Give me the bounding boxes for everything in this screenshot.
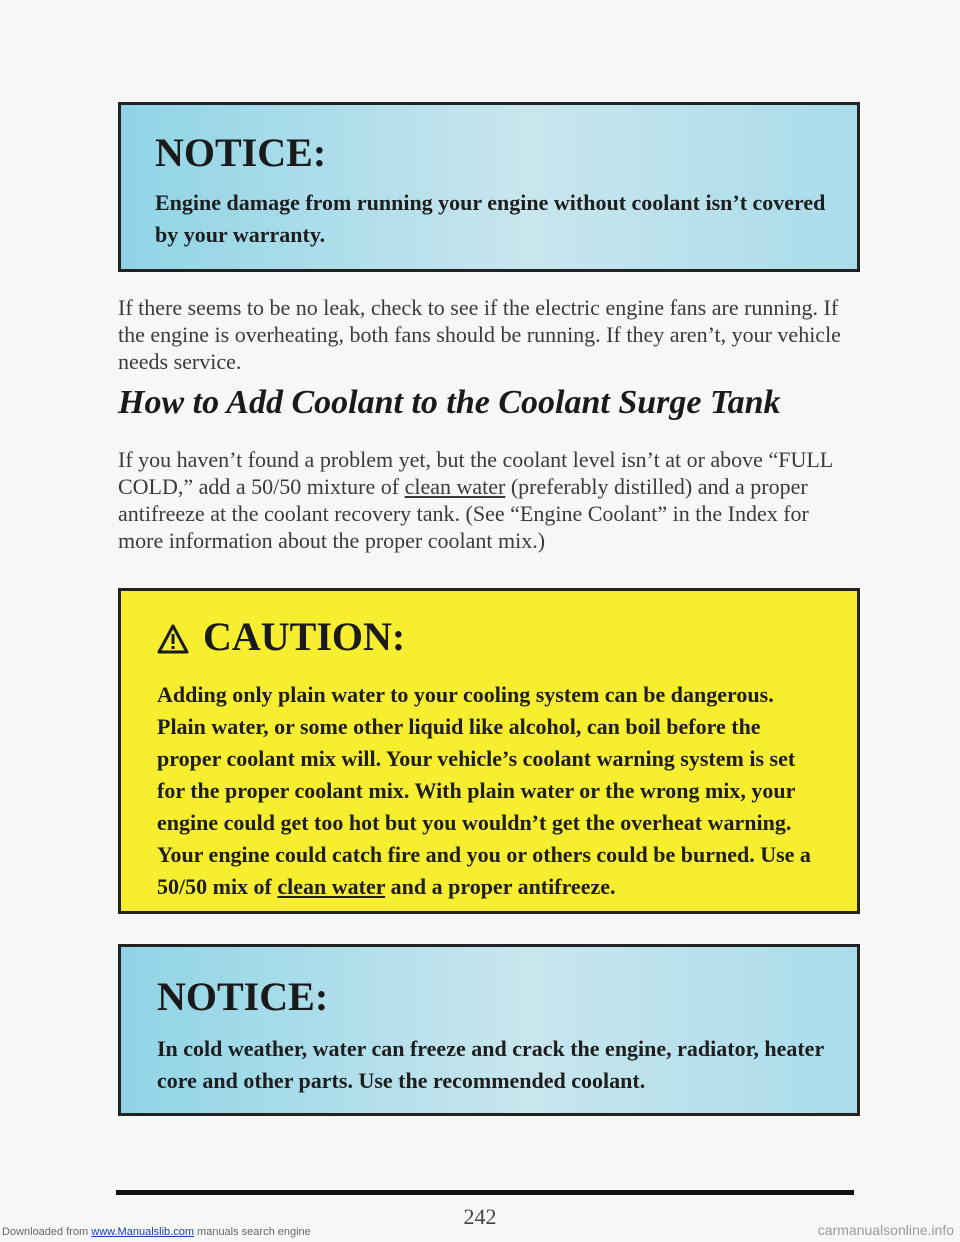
caution-box [118, 588, 860, 914]
watermark-suffix: manuals search engine [193, 1226, 311, 1238]
caution-text: and a proper antifreeze. [385, 874, 616, 899]
caution-body [157, 679, 813, 903]
add-coolant-paragraph [118, 446, 858, 554]
caution-title: CAUTION: [203, 614, 406, 659]
warning-triangle-icon [157, 621, 189, 661]
fans-paragraph: If there seems to be no leak, check to see if the electric engine fans are running. If the engine is overheating, both fans should be running. If they aren’t, your vehicle needs service. [118, 295, 841, 374]
caution-title-row [157, 614, 817, 661]
clean-water-term: clean water [277, 874, 386, 899]
footer-rule [116, 1190, 854, 1195]
section-heading: How to Add Coolant to the Coolant Surge Tank [118, 384, 781, 421]
manualslib-link[interactable]: www.Manualslib.com [91, 1226, 194, 1238]
notice-body: Engine damage from running your engine without coolant isn’t covered by your warranty. [155, 190, 826, 247]
watermark-prefix: Downloaded from [2, 1226, 92, 1238]
notice-title: NOTICE: [157, 974, 329, 1019]
watermark-left [2, 1226, 311, 1238]
caution-text: Adding only plain water to your cooling system can be dangerous. Plain water, or some other liquid like alcohol, can boil before the proper coolant mix will. Your vehicle’s coolant warning system is set for the proper coolant mix. With plain water or the wrong mix, your engine could get too hot but you wouldn’t get the overheat warning. Your engine could catch fire and you or others could be burned. Use a 50/50 mix of [157, 682, 811, 899]
page-number: 242 [463, 1204, 497, 1229]
paragraph-text: If you haven’t found a problem yet, but the coolant level isn’t at or above “FULL COLD,” add a 50/50 mixture of [118, 447, 833, 499]
clean-water-term: clean water [404, 474, 506, 499]
notice-body: In cold weather, water can freeze and crack the engine, radiator, heater core and other parts. Use the recommended coolant. [157, 1036, 824, 1093]
notice-title: NOTICE: [155, 130, 327, 175]
watermark-right: carmanualsonline.info [817, 1222, 954, 1238]
notice-box-cold-weather [118, 944, 860, 1116]
notice-box-warranty [118, 102, 860, 272]
paragraph-text: (preferably distilled) and a proper antifreeze at the coolant recovery tank. (See “Engine Coolant” in the Index for more information about the proper coolant mix.) [118, 474, 809, 553]
